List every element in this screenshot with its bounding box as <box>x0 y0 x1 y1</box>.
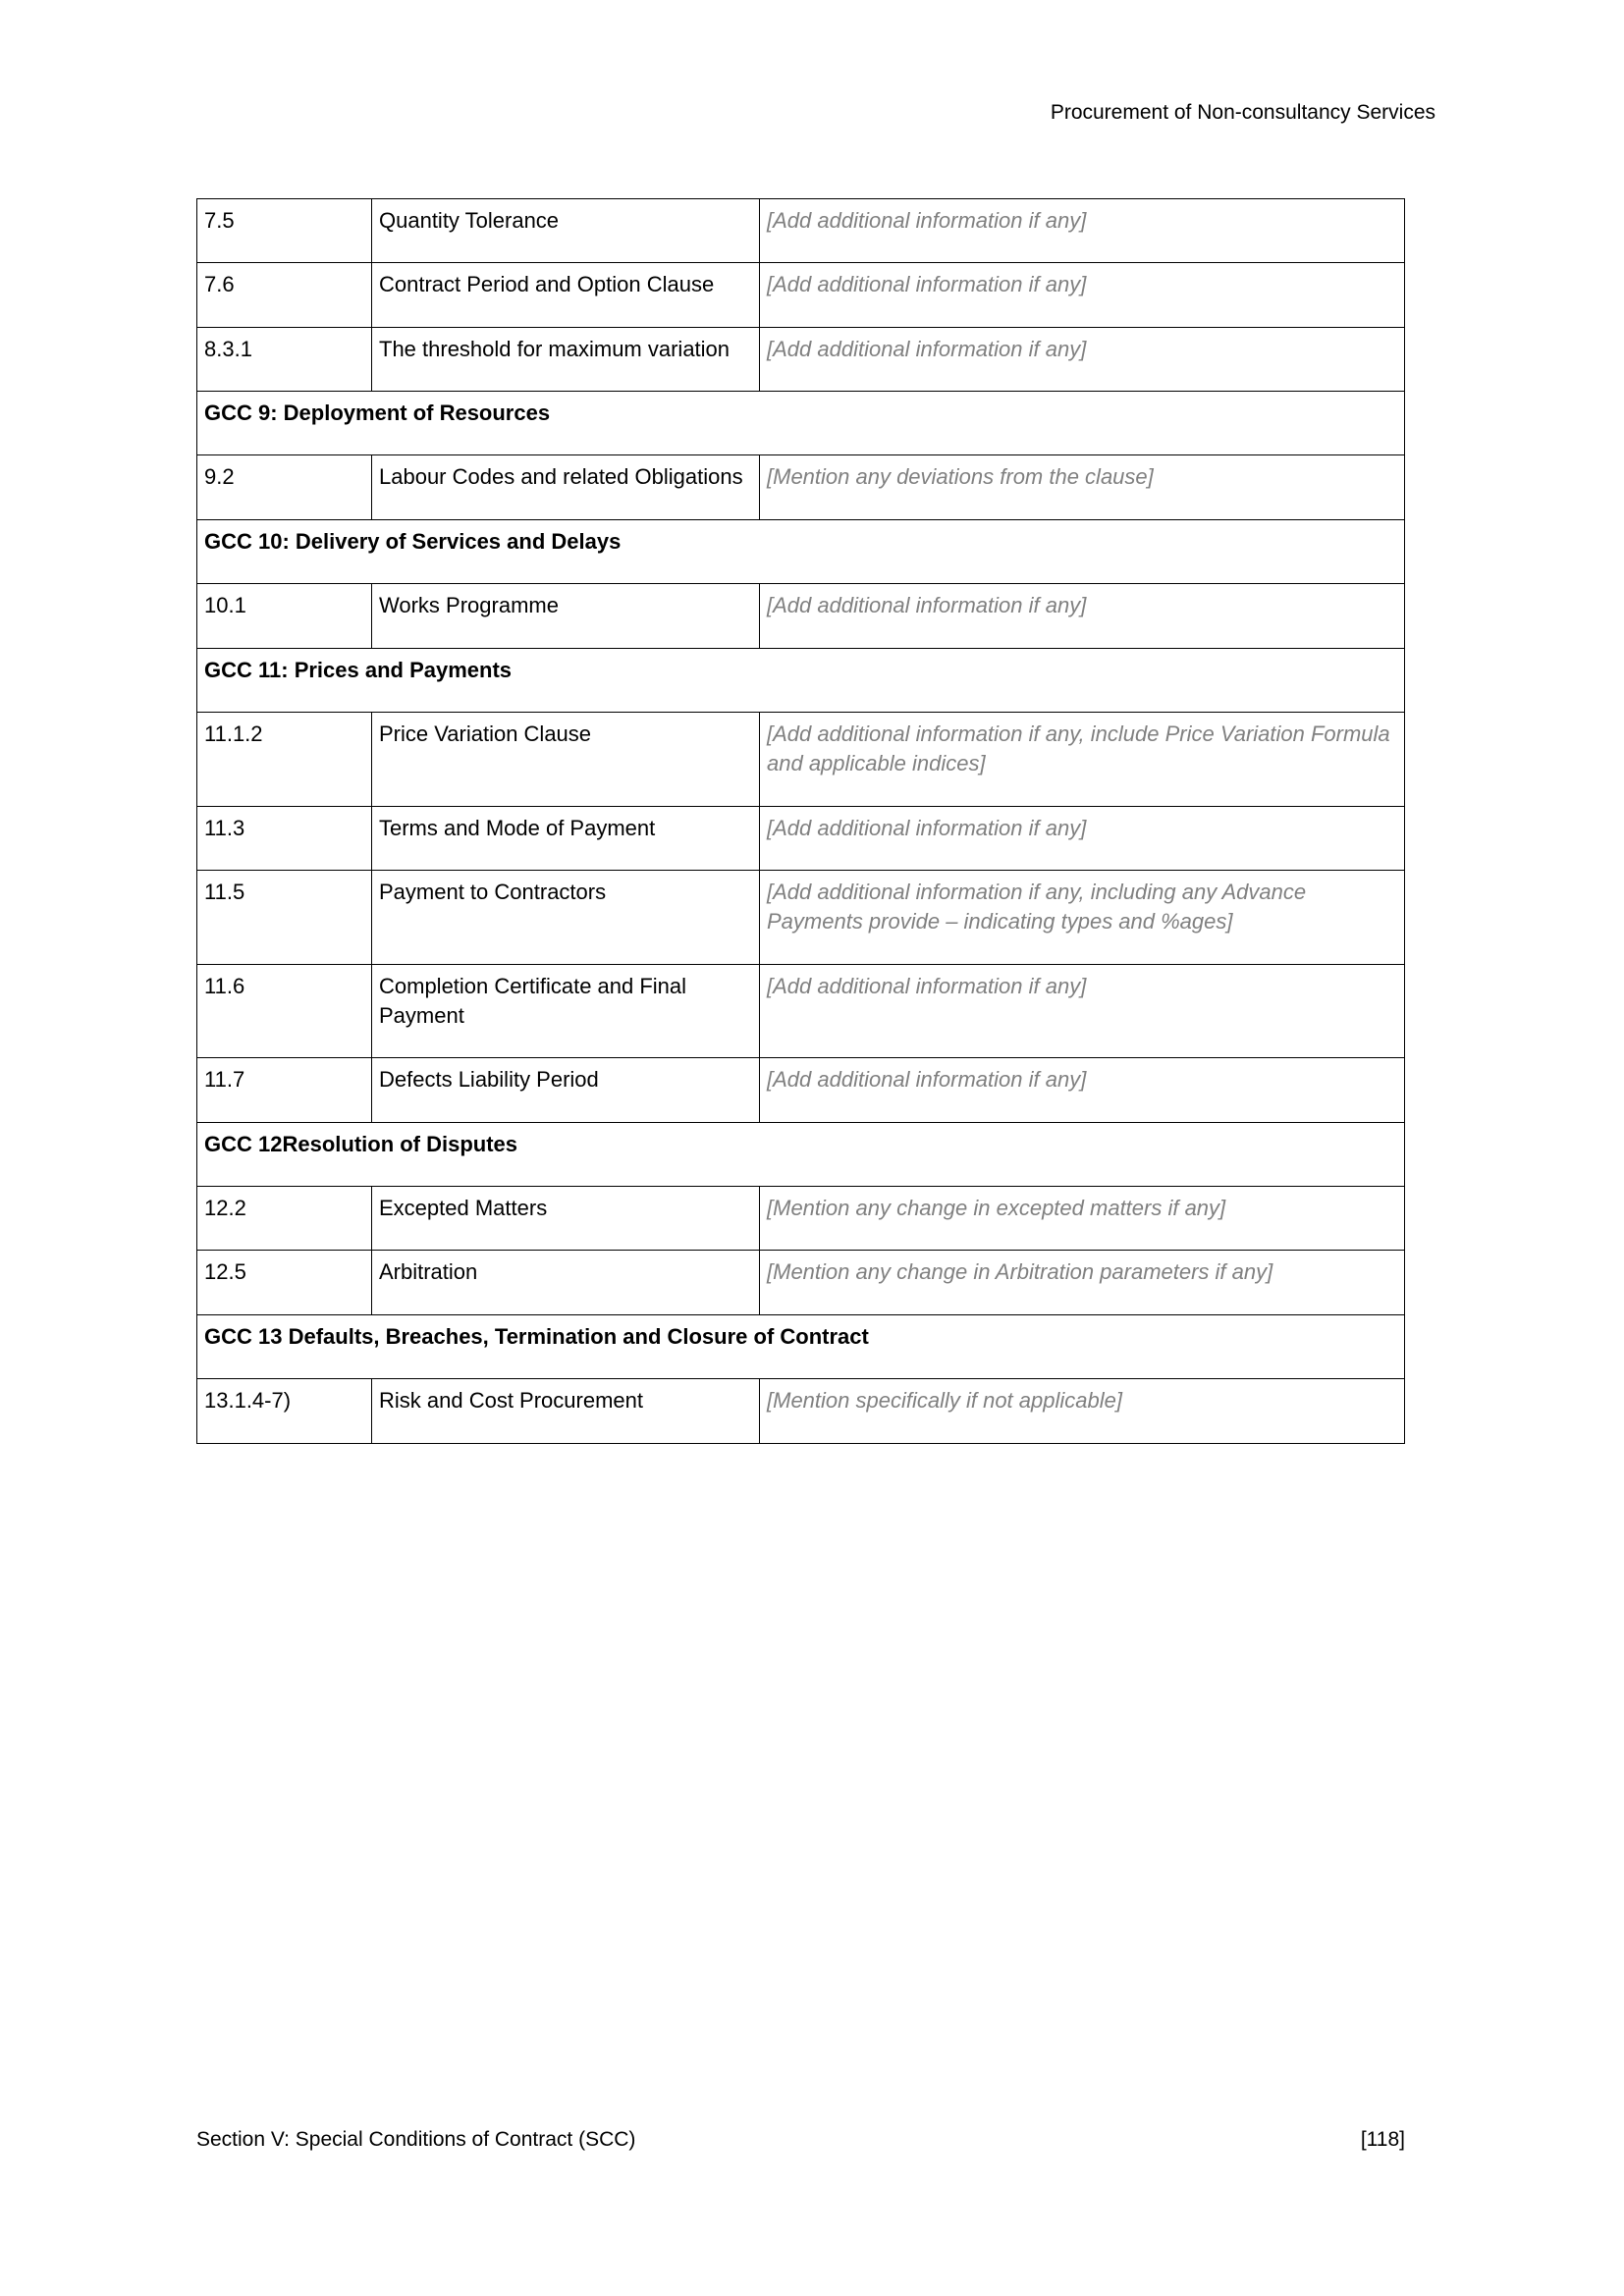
table-row <box>197 1251 1405 1314</box>
clause-number: 10.1 <box>197 584 372 648</box>
clause-number: 7.5 <box>197 199 372 263</box>
table-section-row <box>197 519 1405 583</box>
clause-title: Completion Certificate and Final Payment <box>372 964 760 1058</box>
clause-title: Excepted Matters <box>372 1187 760 1251</box>
clause-note: [Add additional information if any] <box>760 199 1405 263</box>
table-section-row <box>197 392 1405 455</box>
clause-note: [Mention specifically if not applicable] <box>760 1379 1405 1443</box>
clause-note: [Mention any deviations from the clause] <box>760 455 1405 519</box>
clause-title: Contract Period and Option Clause <box>372 263 760 327</box>
clause-number: 9.2 <box>197 455 372 519</box>
scc-table-body <box>197 199 1405 1444</box>
clause-number: 13.1.4-7) <box>197 1379 372 1443</box>
clause-number: 11.5 <box>197 870 372 964</box>
table-section-row <box>197 1122 1405 1186</box>
table-row <box>197 964 1405 1058</box>
clause-number: 12.5 <box>197 1251 372 1314</box>
section-title: GCC 12Resolution of Disputes <box>197 1122 1405 1186</box>
clause-number: 8.3.1 <box>197 327 372 391</box>
table-row <box>197 327 1405 391</box>
table-row <box>197 1187 1405 1251</box>
table-section-row <box>197 1314 1405 1378</box>
table-row <box>197 455 1405 519</box>
clause-note: [Add additional information if any] <box>760 584 1405 648</box>
section-title: GCC 11: Prices and Payments <box>197 648 1405 712</box>
clause-note: [Add additional information if any] <box>760 1058 1405 1122</box>
clause-title: The threshold for maximum variation <box>372 327 760 391</box>
scc-table <box>196 198 1405 1444</box>
table-row <box>197 870 1405 964</box>
clause-note: [Add additional information if any] <box>760 806 1405 870</box>
table-row <box>197 806 1405 870</box>
footer-section-label: Section V: Special Conditions of Contract (SCC) <box>196 2128 636 2151</box>
table-row <box>197 1058 1405 1122</box>
clause-note: [Add additional information if any, include Price Variation Formula and applicable indices] <box>760 712 1405 806</box>
section-title: GCC 10: Delivery of Services and Delays <box>197 519 1405 583</box>
clause-note: [Add additional information if any] <box>760 327 1405 391</box>
clause-title: Quantity Tolerance <box>372 199 760 263</box>
clause-number: 12.2 <box>197 1187 372 1251</box>
table-row <box>197 199 1405 263</box>
clause-title: Price Variation Clause <box>372 712 760 806</box>
clause-note: [Add additional information if any] <box>760 964 1405 1058</box>
clause-number: 7.6 <box>197 263 372 327</box>
clause-number: 11.7 <box>197 1058 372 1122</box>
clause-number: 11.3 <box>197 806 372 870</box>
clause-title: Arbitration <box>372 1251 760 1314</box>
page-footer <box>196 2128 1405 2152</box>
clause-title: Payment to Contractors <box>372 870 760 964</box>
clause-note: [Mention any change in excepted matters if any] <box>760 1187 1405 1251</box>
clause-title: Terms and Mode of Payment <box>372 806 760 870</box>
footer-page-number: [118] <box>1360 2128 1405 2151</box>
page-header: Procurement of Non-consultancy Services <box>1050 101 1435 124</box>
clause-title: Labour Codes and related Obligations <box>372 455 760 519</box>
table-row <box>197 263 1405 327</box>
table-section-row <box>197 648 1405 712</box>
section-title: GCC 13 Defaults, Breaches, Termination and Closure of Contract <box>197 1314 1405 1378</box>
clause-note: [Add additional information if any] <box>760 263 1405 327</box>
clause-note: [Add additional information if any, including any Advance Payments provide – indicating types and %ages] <box>760 870 1405 964</box>
table-row <box>197 712 1405 806</box>
clause-title: Risk and Cost Procurement <box>372 1379 760 1443</box>
section-title: GCC 9: Deployment of Resources <box>197 392 1405 455</box>
clause-number: 11.1.2 <box>197 712 372 806</box>
table-row <box>197 1379 1405 1443</box>
clause-number: 11.6 <box>197 964 372 1058</box>
clause-title: Works Programme <box>372 584 760 648</box>
table-row <box>197 584 1405 648</box>
clause-note: [Mention any change in Arbitration parameters if any] <box>760 1251 1405 1314</box>
clause-title: Defects Liability Period <box>372 1058 760 1122</box>
